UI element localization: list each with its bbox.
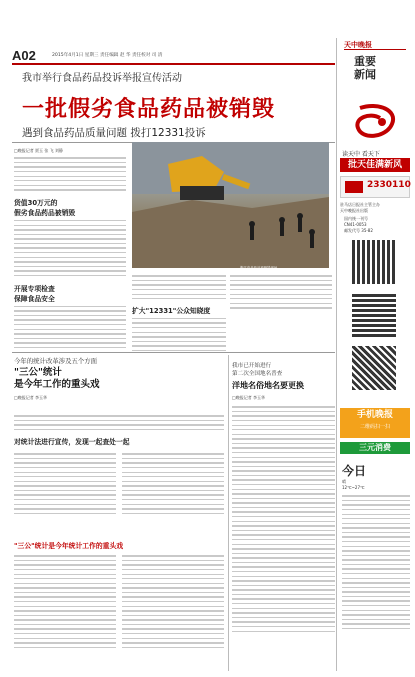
column-rule [228, 355, 229, 671]
lead-subheadline: 遇到食品药品质量问题 拨打12331投诉 [22, 127, 206, 139]
page-number: A02 [12, 48, 36, 63]
sidebar-red-banner: 批天佳满新风 [340, 158, 410, 172]
banner-title: 手机晚报 [356, 410, 393, 420]
phone-number: 2330110 [367, 180, 411, 190]
story-three-kicker: 我市已开始进行 第二次全国地名普查 [232, 363, 283, 377]
lead-body-5 [132, 315, 226, 355]
lead-body-1 [14, 154, 126, 194]
story-two-headline: "三公"统计 是今年工作的重头戏 [14, 367, 100, 390]
sidebar-ad-text: 驻马店日报社主管主办 天中晚报社出版 [340, 202, 380, 213]
lead-body-6 [230, 272, 332, 312]
photo-caption: 假劣食品药品被销毁现场 [240, 266, 278, 270]
qr-code-icon [352, 240, 396, 284]
sidebar-rule [336, 38, 337, 671]
story-two-subhead-2: "三公"统计是今年统计工作的重头戏 [14, 542, 124, 550]
weather-condition: 晴 [342, 479, 346, 484]
section-name: 重要 新闻 [354, 56, 376, 81]
sidebar-slogan: 读天中 看天下 [342, 151, 380, 158]
story-two-body-2 [14, 450, 116, 517]
weather-box [342, 462, 410, 633]
story-three-byline: □晚报记者 李玉华 [232, 395, 266, 400]
story-two-byline: □晚报记者 李玉华 [14, 395, 48, 400]
phone-ad [340, 176, 410, 198]
logo-rule [344, 49, 406, 50]
lead-headline: 一批假劣食品药品被销毁 [22, 96, 276, 121]
lead-subhead-2: 开展专项检查 保障食品安全 [14, 284, 55, 303]
news-photo [132, 142, 329, 268]
dateline: 2015年4月1日 星期三 责任编辑 赵 华 责任校对 司 清 [52, 53, 163, 58]
story-two-body-1 [14, 412, 224, 434]
lead-body-4 [132, 272, 226, 303]
lead-kicker: 我市举行食品药品投诉举报宣传活动 [22, 73, 182, 84]
sidebar-info-2: CN41-0053 [344, 222, 367, 227]
paper-emblem-icon [340, 100, 410, 148]
weather-details [342, 492, 410, 633]
excavator-scene-icon [132, 142, 329, 268]
lead-subhead-3: 扩大"12331"公众知晓度 [132, 306, 211, 315]
story-two-kicker: 今年的统计改革涉及五个方面 [14, 357, 98, 365]
story-three-headline: 洋地名俗地名要更换 [232, 381, 304, 390]
lead-subhead-1: 货值30万元的 假劣食品药品被销毁 [14, 198, 76, 217]
rule [12, 352, 335, 353]
sidebar-info-3: 邮发代号 35-82 [344, 228, 373, 233]
weather-day: 今日 [342, 464, 367, 478]
qr-code-icon [352, 346, 396, 390]
story-three-body [232, 403, 335, 635]
lead-byline: □晚报记者 贾玉 张 飞 刘静 [14, 148, 63, 153]
mobile-paper-banner [340, 408, 410, 438]
story-two-body-4 [14, 552, 116, 651]
phone-icon [345, 181, 363, 193]
story-two-subhead: 对统计法进行宣传，发现一起查处一起 [14, 437, 130, 446]
lead-body-2 [14, 217, 126, 280]
weather-temperature: 12℃~27℃ [342, 485, 365, 490]
story-two-body-3 [122, 450, 224, 517]
green-banner: 三元消费 [340, 442, 410, 454]
sidebar-info-1: 国内统一刊号 [344, 216, 368, 221]
lead-body-3 [14, 303, 126, 352]
qr-code-icon [352, 293, 396, 337]
story-two-body-5 [122, 552, 224, 651]
banner-sub: 二维码扫一扫 [359, 424, 390, 430]
paper-logo: 天中晚报 [344, 41, 372, 49]
